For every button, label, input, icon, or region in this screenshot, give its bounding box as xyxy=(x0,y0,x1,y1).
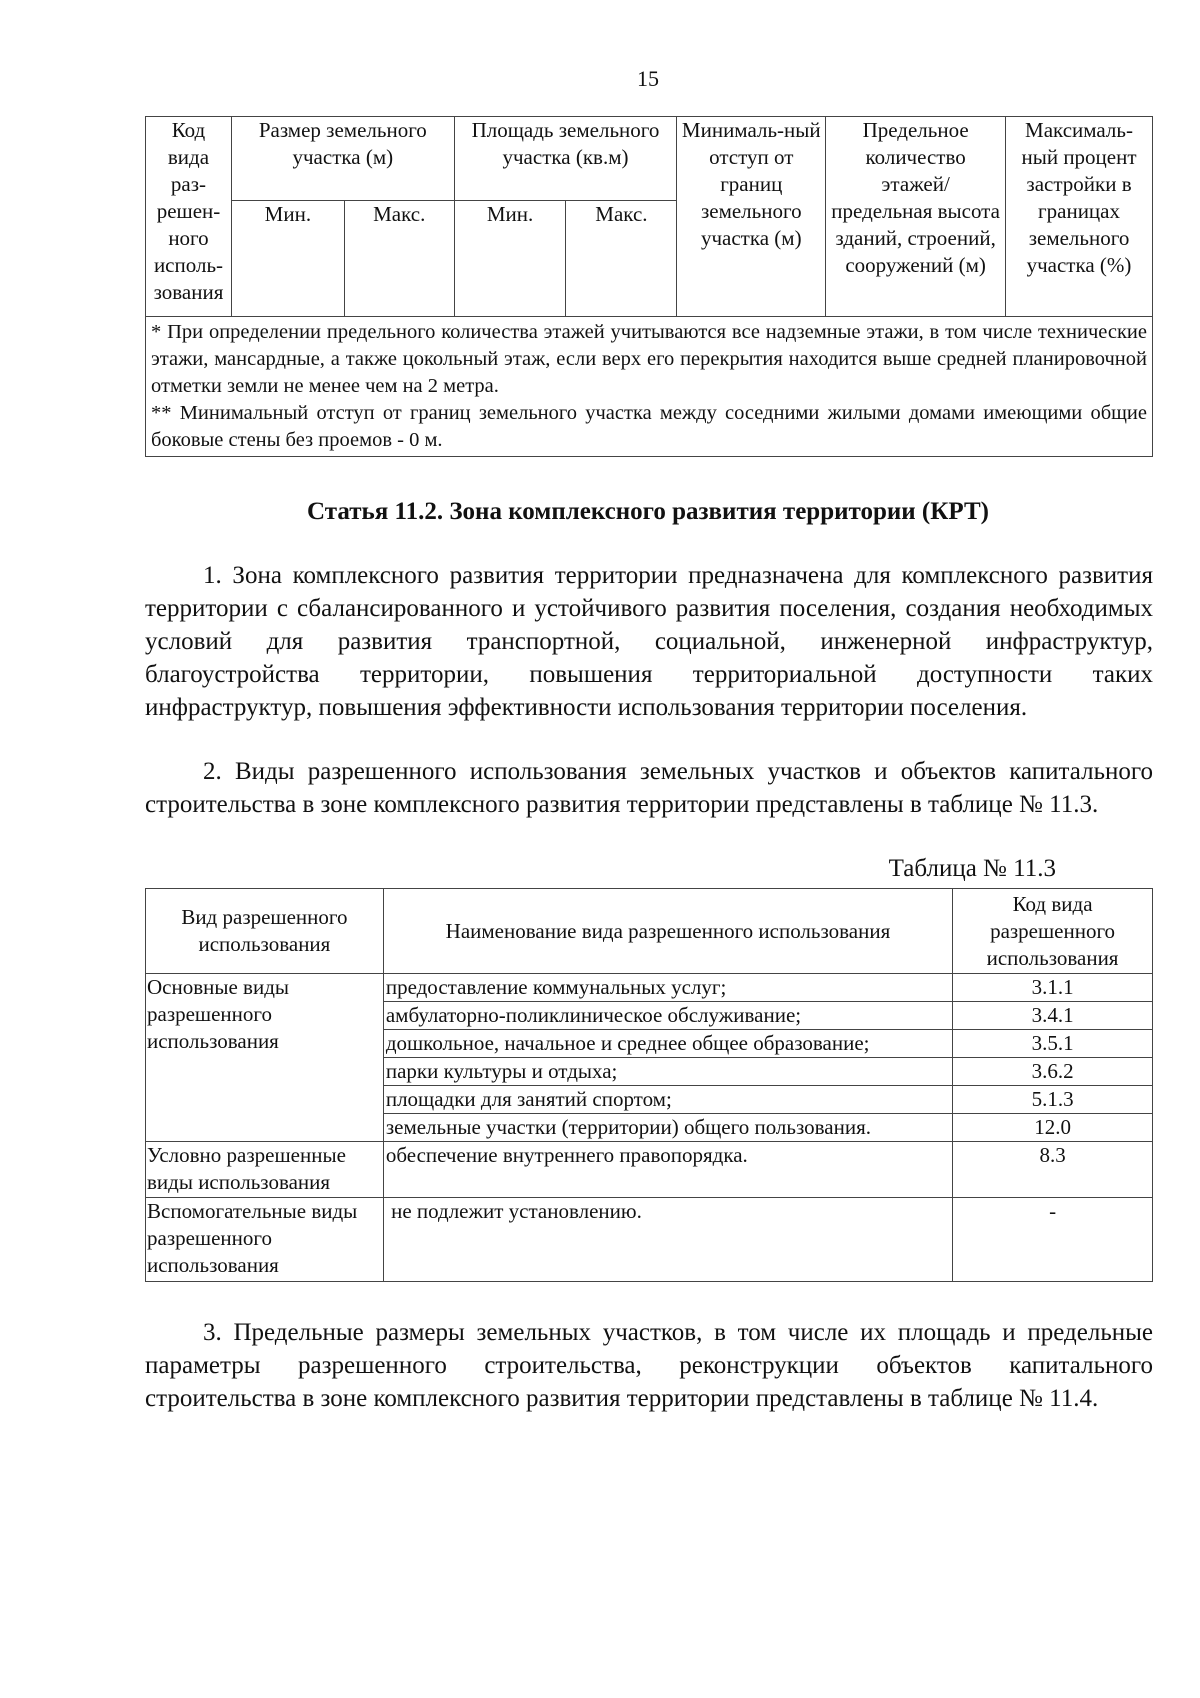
use-name: дошкольное, начальное и среднее общее образование; xyxy=(383,1030,952,1058)
header-use-code: Код вида разрешенного использования xyxy=(953,889,1153,974)
paragraph-3: 3. Предельные размеры земельных участков, в том числе их площадь и предельные параметры разрешенного строительства, реконструкции объектов капитального строительства в зоне комплексного развития территории представлены в таблице № 11.4. xyxy=(145,1319,1153,1412)
use-name: парки культуры и отдыха; xyxy=(383,1058,952,1086)
note-setback: ** Минимальный отступ от границ земельного участка между соседними жилыми домами имеющими общие боковые стены без проемов - 0 м. xyxy=(151,402,1147,451)
use-name: предоставление коммунальных услуг; xyxy=(383,974,952,1002)
group-main: Основные виды разрешенного использования xyxy=(146,974,384,1142)
page-number: 15 xyxy=(637,66,659,91)
use-name: площадки для занятий спортом; xyxy=(383,1086,952,1114)
article-heading: Статья 11.2. Зона комплексного развития территории (КРТ) xyxy=(307,498,989,525)
table-caption: Таблица № 11.3 xyxy=(888,855,1056,882)
use-code: 3.1.1 xyxy=(953,974,1153,1002)
header-size-max: Макс. xyxy=(344,201,454,317)
paragraph-2: 2. Виды разрешенного использования земельных участков и объектов капитального строительства в зоне комплексного развития территории представлены в таблице № 11.3. xyxy=(145,758,1153,818)
header-code: Код вида раз-решен-ного исполь-зования xyxy=(146,117,232,317)
use-code: - xyxy=(953,1198,1153,1282)
header-size: Размер земельного участка (м) xyxy=(231,117,454,201)
header-area-min: Мин. xyxy=(454,201,566,317)
group-auxiliary: Вспомогательные виды разрешенного использования xyxy=(146,1198,384,1282)
header-max-floors: Предельное количество этажей/ предельная высота зданий, строений, сооружений (м) xyxy=(826,117,1006,317)
header-area-max: Макс. xyxy=(566,201,677,317)
land-parameters-table xyxy=(145,116,1153,457)
use-code: 3.5.1 xyxy=(953,1030,1153,1058)
use-name: обеспечение внутреннего правопорядка. xyxy=(383,1142,952,1198)
header-use-type: Вид разрешенного использования xyxy=(146,889,384,974)
header-area: Площадь земельного участка (кв.м) xyxy=(454,117,677,201)
paragraph-1: 1. Зона комплексного развития территории предназначена для комплексного развития территории с сбалансированного и устойчивого развития поселения, создания необходимых условий для развития транспортной, социальной, инженерной инфраструктур, благоустройства территории, повышения территориальной доступности таких инфраструктур, повышения эффективности использования территории поселения. xyxy=(145,562,1153,721)
header-max-coverage: Максималь-ный процент застройки в границах земельного участка (%) xyxy=(1006,117,1153,317)
header-use-name: Наименование вида разрешенного использования xyxy=(383,889,952,974)
use-code: 3.6.2 xyxy=(953,1058,1153,1086)
group-conditional: Условно разрешенные виды использования xyxy=(146,1142,384,1198)
header-size-min: Мин. xyxy=(231,201,344,317)
use-name: не подлежит установлению. xyxy=(383,1198,952,1282)
use-name: амбулаторно-поликлиническое обслуживание; xyxy=(383,1002,952,1030)
use-code: 5.1.3 xyxy=(953,1086,1153,1114)
land-use-types-table xyxy=(145,888,1153,1282)
use-code: 3.4.1 xyxy=(953,1002,1153,1030)
use-code: 12.0 xyxy=(953,1114,1153,1142)
use-code: 8.3 xyxy=(953,1142,1153,1198)
use-name: земельные участки (территории) общего пользования. xyxy=(383,1114,952,1142)
header-min-setback: Минималь-ный отступ от границ земельного участка (м) xyxy=(677,117,826,317)
table-notes xyxy=(146,317,1153,457)
note-floors: * При определении предельного количества этажей учитываются все надземные этажи, в том числе технические этажи, мансардные, а также цокольный этаж, если верх его перекрытия находится выше средней планировочной отметки земли не менее чем на 2 метра. xyxy=(151,321,1147,397)
